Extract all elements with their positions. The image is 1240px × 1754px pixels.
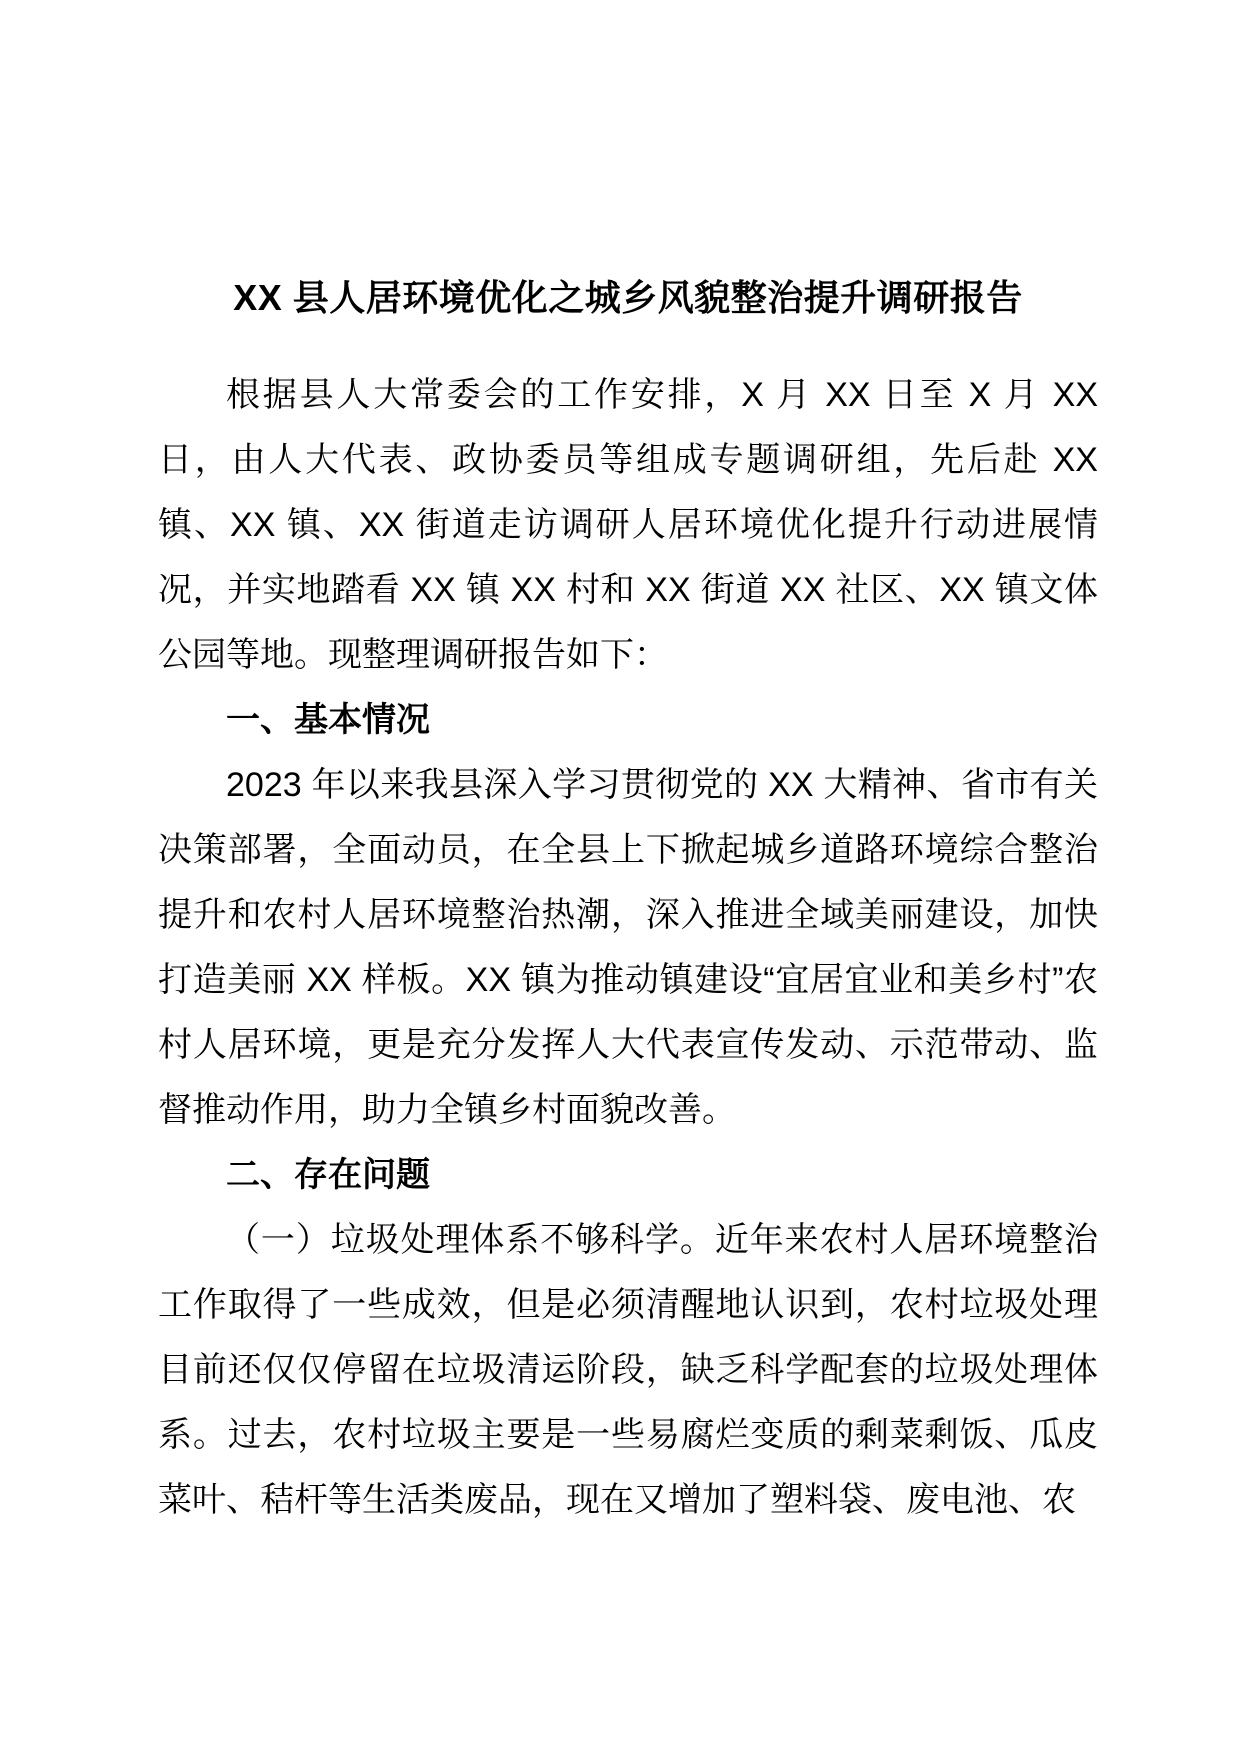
problems-paragraph-garbage-system: （一）垃圾处理体系不够科学。近年来农村人居环境整治工作取得了一些成效，但是必须清醒地认识到，农村垃圾处理目前还仅仅停留在垃圾清运阶段，缺乏科学配套的垃圾处理体系。过去，农村垃圾主要是一些易腐烂变质的剩菜剩饭、瓜皮菜叶、秸杆等生活类废品，现在又增加了塑料袋、废电池、农 [158, 1221, 1098, 1519]
section-heading-basic-situation: 一、基本情况 [226, 701, 430, 739]
intro-paragraph: 根据县人大常委会的工作安排，X 月 XX 日至 X 月 XX 日，由人大代表、政协委员等组成专题调研组，先后赴 XX 镇、XX 镇、XX 街道走访调研人居环境优化提升行动进展情况，并实地踏看 XX 镇 XX 村和 XX 街道 XX 社区、XX 镇文体公园等地。现整理调研报告如下： [158, 376, 1098, 674]
basic-situation-paragraph: 2023 年以来我县深入学习贯彻党的 XX 大精神、省市有关决策部署，全面动员，在全县上下掀起城乡道路环境综合整治提升和农村人居环境整治热潮，深入推进全域美丽建设，加快打造美丽 XX 样板。XX 镇为推动镇建设“宜居宜业和美乡村”农村人居环境，更是充分发挥人大代表宣传发动、示范带动、监督推动作用，助力全镇乡村面貌改善。 [158, 766, 1098, 1129]
section-heading-existing-problems: 二、存在问题 [226, 1156, 430, 1194]
document-title: XX 县人居环境优化之城乡风貌整治提升调研报告 [233, 277, 1023, 318]
